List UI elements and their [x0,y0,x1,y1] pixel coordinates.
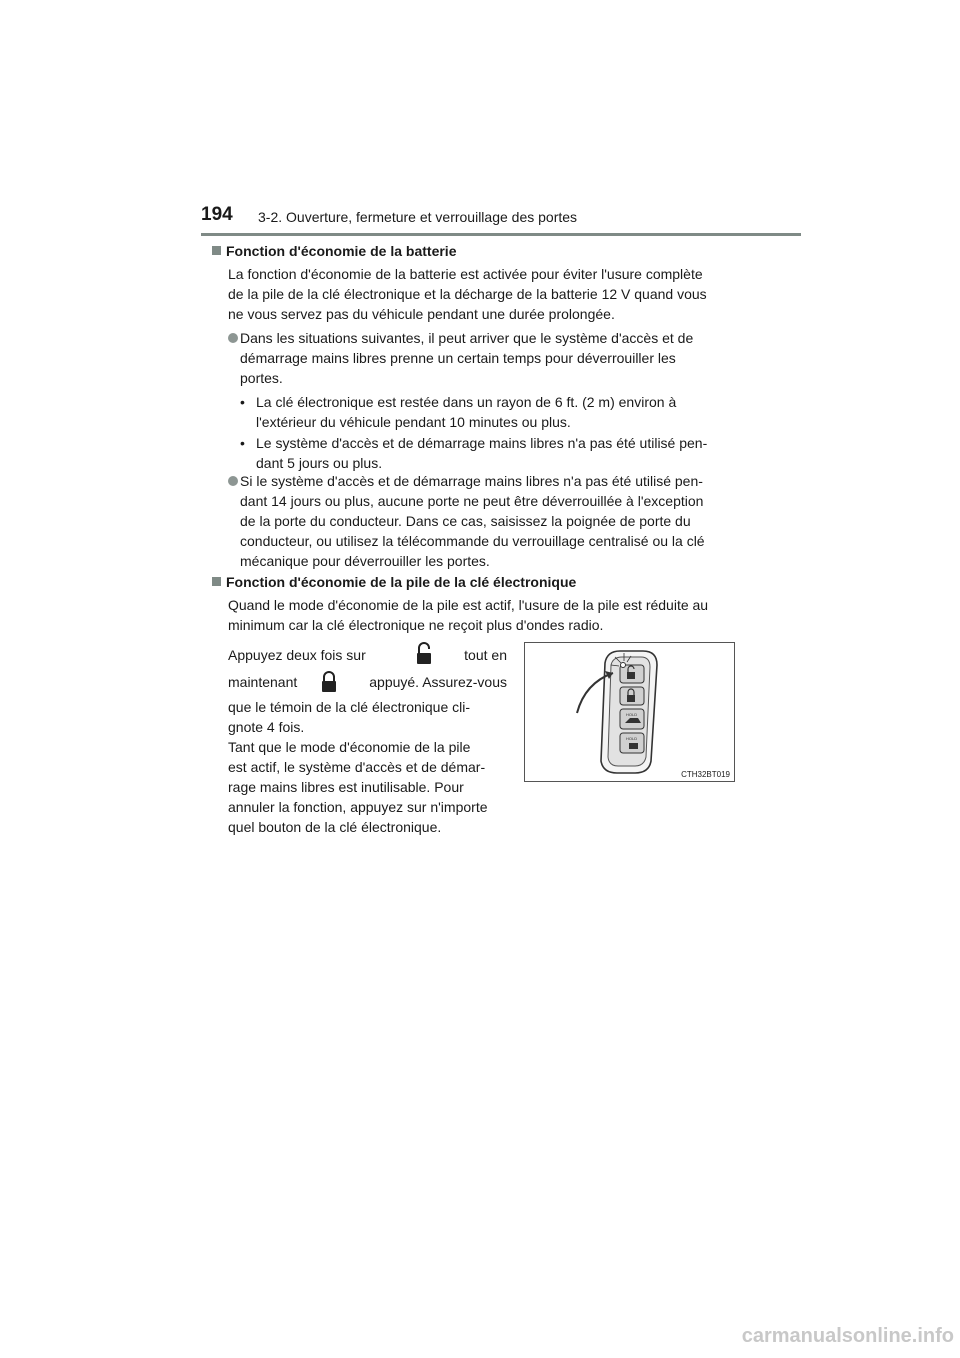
side-line-2 [228,672,507,692]
text-line: portes. [240,370,283,386]
sub-marker: • [240,435,245,451]
watermark: carmanualsonline.info [741,1325,954,1347]
page-number: 194 [201,204,233,225]
text-line: quel bouton de la clé électronique. [228,819,442,835]
bullet-dot-icon [228,333,238,343]
svg-text:HOLD: HOLD [626,712,638,717]
text-run: Appuyez deux fois sur [228,647,366,663]
text-line: de la pile de la clé électronique et la décharge de la batterie 12 V quand vous [228,286,707,302]
text-line: l'extérieur du véhicule pendant 10 minutes ou plus. [256,414,571,430]
text-line: de la porte du conducteur. Dans ce cas, saisissez la poignée de porte du [240,513,691,529]
text-line: démarrage mains libres prenne un certain temps pour déverrouiller les [240,350,676,366]
lock-icon [320,670,338,694]
text-line: dant 5 jours ou plus. [256,455,383,471]
text-line: annuler la fonction, appuyez sur n'importe [228,799,488,815]
text-line: Quand le mode d'économie de la pile est actif, l'usure de la pile est réduite au [228,597,709,613]
key-intro [228,595,743,635]
text-line: rage mains libres est inutilisable. Pour [228,779,464,795]
svg-text:HOLD: HOLD [626,736,638,741]
key-figure [524,642,735,782]
bullet-dot-icon [228,476,238,486]
side-line-1 [228,645,507,665]
text-run: maintenant [228,674,298,690]
section-title: 3-2. Ouverture, fermeture et verrouillage des portes [258,209,578,225]
text-line: Si le système d'accès et de démarrage mains libres n'a pas été utilisé pen- [240,473,703,489]
text-run: appuyé. Assurez-vous [369,674,507,690]
battery-intro [228,264,743,324]
text-line: ne vous servez pas du véhicule pendant une durée prolongée. [228,306,615,322]
text-line: est actif, le système d'accès et de démar- [228,759,486,775]
figure-code: CTH32BT019 [681,770,730,779]
header-rule [201,233,801,236]
sub-marker: • [240,394,245,410]
heading-key-battery-saving [212,572,576,592]
text-line: mécanique pour déverrouiller les portes. [240,553,490,569]
text-line: que le témoin de la clé électronique cli- [228,699,471,715]
text-line: dant 14 jours ou plus, aucune porte ne peut être déverrouillée à l'exception [240,493,704,509]
electronic-key-illustration [525,643,734,781]
text-line: La fonction d'économie de la batterie est activée pour éviter l'usure complète [228,266,703,282]
heading-battery-saving [212,241,456,261]
text-line: Dans les situations suivantes, il peut arriver que le système d'accès et de [240,330,694,346]
text-run: tout en [464,647,507,663]
text-line: Le système d'accès et de démarrage mains libres n'a pas été utilisé pen- [256,435,708,451]
text-line: minimum car la clé électronique ne reçoit plus d'ondes radio. [228,617,604,633]
text-line: gnote 4 fois. [228,719,305,735]
heading-text: Fonction d'économie de la batterie [226,243,457,259]
text-line: conducteur, ou utilisez la télécommande du verrouillage centralisé ou la clé [240,533,705,549]
heading-text: Fonction d'économie de la pile de la clé électronique [226,574,577,590]
unlock-icon [415,642,433,666]
text-line: La clé électronique est restée dans un rayon de 6 ft. (2 m) environ à [256,394,677,410]
side-rest [228,697,507,837]
text-line: Tant que le mode d'économie de la pile [228,739,471,755]
square-bullet-icon [212,577,221,586]
square-bullet-icon [212,246,221,255]
